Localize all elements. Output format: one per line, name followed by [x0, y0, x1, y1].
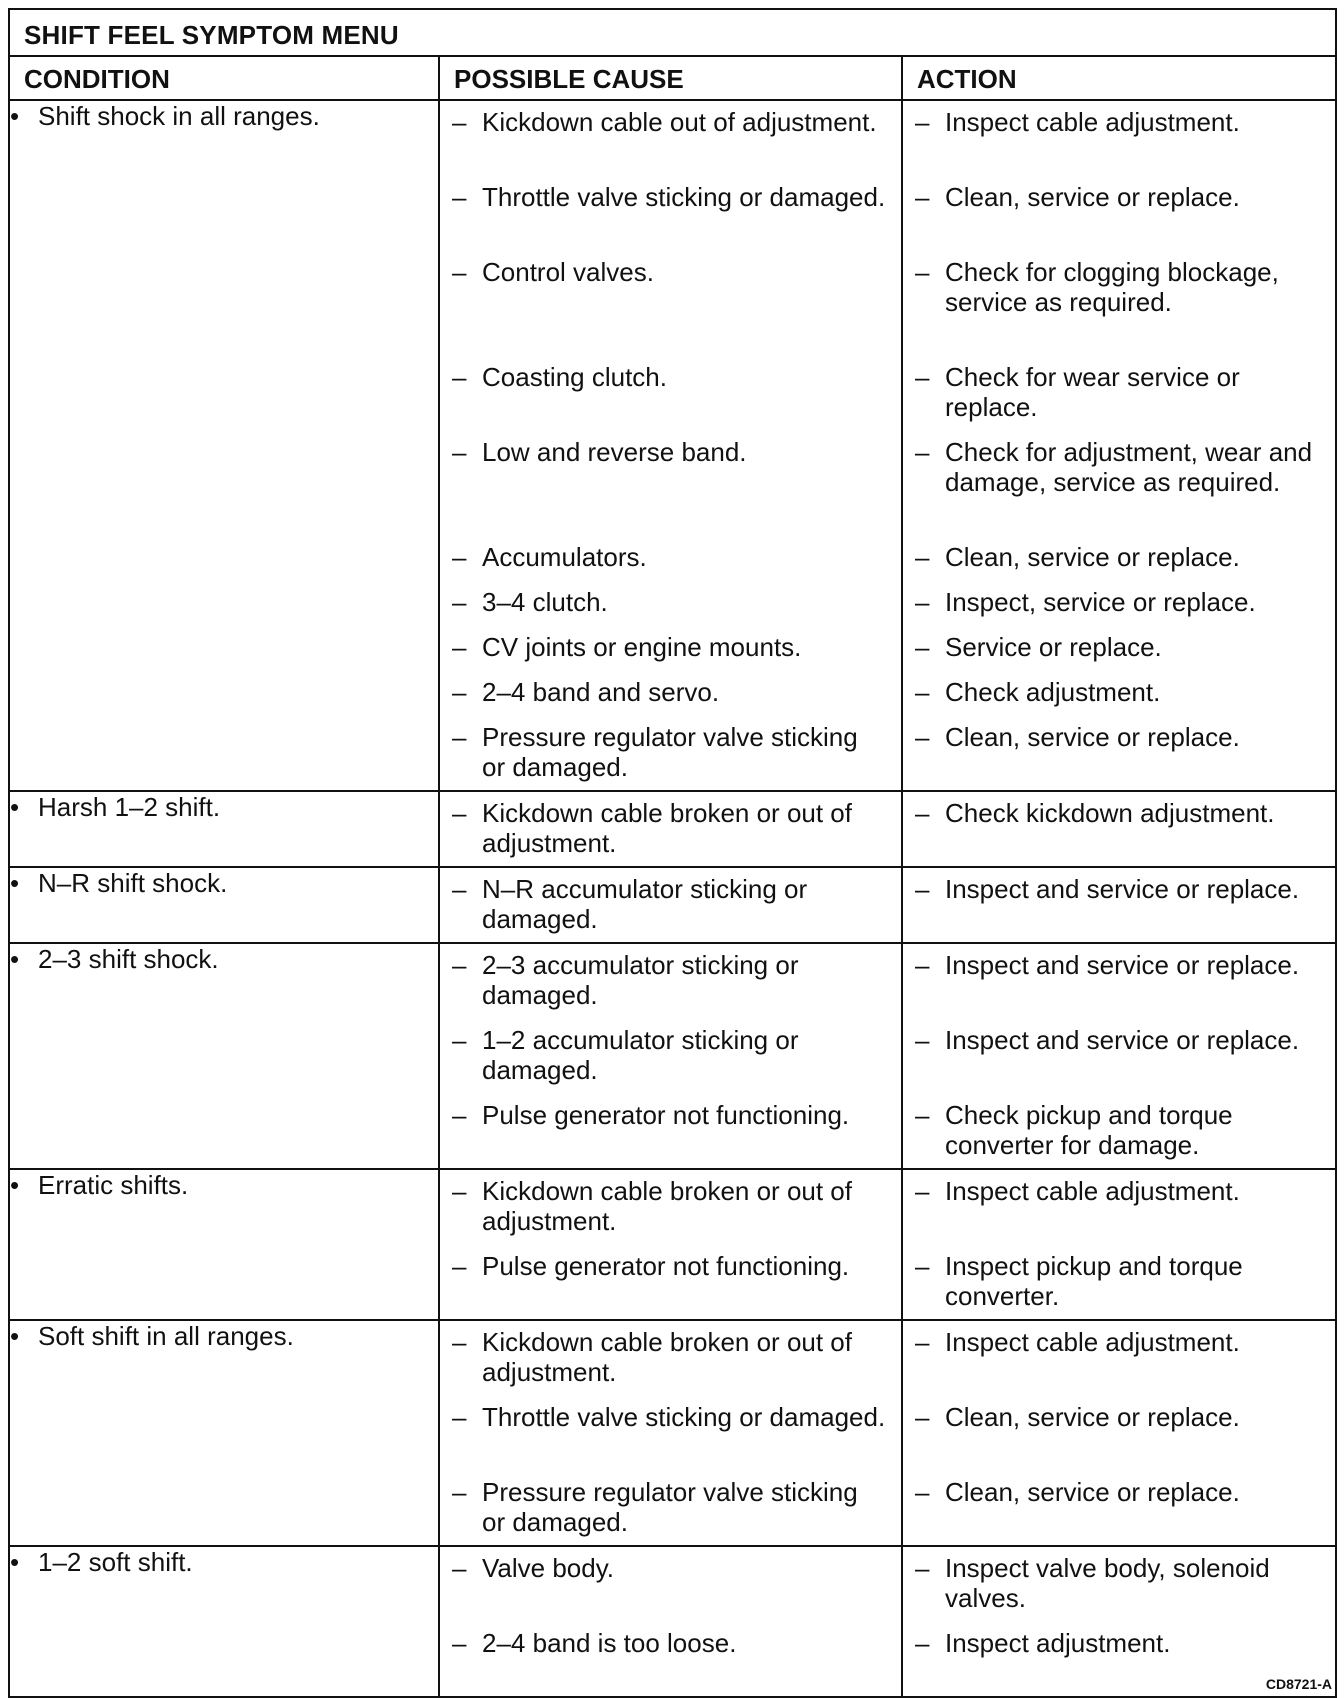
dash-icon: – — [915, 1176, 930, 1206]
cause-item-text: Kickdown cable broken or out of adjustment. — [482, 1327, 852, 1387]
cause-cell — [439, 100, 902, 791]
cause-item-text: Pulse generator not functioning. — [482, 1100, 850, 1130]
cause-item — [452, 874, 887, 934]
dash-icon: – — [452, 798, 467, 828]
action-item — [915, 1477, 1321, 1537]
action-item-text: Inspect cable adjustment. — [945, 1176, 1240, 1206]
action-item-text: Inspect cable adjustment. — [945, 107, 1240, 137]
dash-icon: – — [452, 1628, 467, 1658]
cause-item — [452, 182, 887, 242]
bullet-icon: • — [10, 868, 20, 898]
table-row — [9, 1169, 1336, 1320]
action-cell — [902, 943, 1336, 1169]
action-cell — [902, 791, 1336, 867]
cause-item-text: Coasting clutch. — [482, 362, 667, 392]
cause-item-text: 3–4 clutch. — [482, 587, 608, 617]
action-item — [915, 950, 1321, 1010]
condition-text: N–R shift shock. — [38, 868, 228, 898]
action-cell — [902, 1320, 1336, 1546]
action-item-text: Inspect and service or replace. — [945, 950, 1300, 980]
dash-icon: – — [915, 722, 930, 752]
condition-text: Soft shift in all ranges. — [38, 1321, 294, 1351]
dash-icon: – — [915, 437, 930, 467]
cause-item — [452, 362, 887, 422]
bullet-icon: • — [10, 792, 20, 822]
action-item-text: Inspect cable adjustment. — [945, 1327, 1240, 1357]
dash-icon: – — [452, 1477, 467, 1507]
dash-icon: – — [915, 632, 930, 662]
action-item-text: Clean, service or replace. — [945, 542, 1240, 572]
dash-icon: – — [452, 722, 467, 752]
table-title: SHIFT FEEL SYMPTOM MENU — [9, 9, 1336, 56]
action-item-text: Inspect adjustment. — [945, 1628, 1171, 1658]
dash-icon: – — [452, 1402, 467, 1432]
dash-icon: – — [915, 1553, 930, 1583]
action-item-text: Inspect and service or replace. — [945, 1025, 1300, 1055]
action-item-text: Clean, service or replace. — [945, 1477, 1240, 1507]
action-item-text: Check adjustment. — [945, 677, 1161, 707]
dash-icon: – — [915, 1327, 930, 1357]
cause-item — [452, 1100, 887, 1160]
cause-item-text: CV joints or engine mounts. — [482, 632, 802, 662]
dash-icon: – — [915, 1402, 930, 1432]
action-item-text: Service or replace. — [945, 632, 1162, 662]
action-item — [915, 587, 1321, 617]
action-item-text: Check for wear service or replace. — [945, 362, 1240, 422]
action-item-text: Inspect pickup and torque converter. — [945, 1251, 1243, 1311]
cause-item-text: Low and reverse band. — [482, 437, 747, 467]
action-item-text: Clean, service or replace. — [945, 182, 1240, 212]
dash-icon: – — [452, 632, 467, 662]
dash-icon: – — [915, 874, 930, 904]
table-row — [9, 1546, 1336, 1697]
action-item — [915, 722, 1321, 782]
condition-cell — [9, 1320, 439, 1546]
dash-icon: – — [452, 587, 467, 617]
dash-icon: – — [915, 257, 930, 287]
table-body — [9, 100, 1336, 1697]
dash-icon: – — [915, 1477, 930, 1507]
action-item — [915, 798, 1321, 858]
cause-item — [452, 1477, 887, 1537]
action-item — [915, 362, 1321, 422]
cause-item — [452, 1327, 887, 1387]
table-row — [9, 1320, 1336, 1546]
dash-icon: – — [452, 1251, 467, 1281]
action-item — [915, 1628, 1321, 1688]
bullet-icon: • — [10, 1547, 20, 1577]
condition-text: Harsh 1–2 shift. — [38, 792, 221, 822]
condition-cell — [9, 791, 439, 867]
cause-item-text: Kickdown cable out of adjustment. — [482, 107, 877, 137]
cause-item-text: Pressure regulator valve sticking or damaged. — [482, 722, 858, 782]
cause-item-text: Pulse generator not functioning. — [482, 1251, 850, 1281]
action-item — [915, 542, 1321, 572]
action-cell — [902, 1169, 1336, 1320]
action-cell — [902, 1546, 1336, 1697]
action-cell — [902, 100, 1336, 791]
cause-item — [452, 677, 887, 707]
condition-text: Erratic shifts. — [38, 1170, 189, 1200]
dash-icon: – — [915, 542, 930, 572]
cause-item-text: Pressure regulator valve sticking or damaged. — [482, 1477, 858, 1537]
table-row — [9, 100, 1336, 791]
action-item-text: Check for adjustment, wear and damage, service as required. — [945, 437, 1313, 497]
dash-icon: – — [915, 1100, 930, 1130]
bullet-icon: • — [10, 1321, 20, 1351]
action-item — [915, 677, 1321, 707]
cause-item — [452, 950, 887, 1010]
action-item — [915, 1100, 1321, 1160]
cause-item — [452, 722, 887, 782]
cause-item — [452, 437, 887, 527]
cause-item — [452, 798, 887, 858]
dash-icon: – — [915, 950, 930, 980]
action-item — [915, 1176, 1321, 1236]
action-item-text: Check kickdown adjustment. — [945, 798, 1275, 828]
action-item-text: Clean, service or replace. — [945, 722, 1240, 752]
action-item — [915, 1251, 1321, 1311]
action-item — [915, 182, 1321, 242]
cause-item-text: 2–3 accumulator sticking or damaged. — [482, 950, 799, 1010]
action-item — [915, 632, 1321, 662]
cause-item-text: Accumulators. — [482, 542, 647, 572]
table-row — [9, 943, 1336, 1169]
action-item-text: Check for clogging blockage, service as required. — [945, 257, 1279, 317]
cause-item — [452, 257, 887, 347]
dash-icon: – — [915, 677, 930, 707]
cause-item — [452, 107, 887, 167]
cause-item — [452, 1628, 887, 1688]
symptom-menu-sheet — [8, 8, 1335, 1698]
action-item — [915, 1553, 1321, 1613]
cause-item-text: Kickdown cable broken or out of adjustment. — [482, 798, 852, 858]
condition-cell — [9, 1546, 439, 1697]
cause-item-text: 1–2 accumulator sticking or damaged. — [482, 1025, 799, 1085]
condition-text: 1–2 soft shift. — [38, 1547, 193, 1577]
header-possible-cause: POSSIBLE CAUSE — [439, 56, 902, 100]
cause-item — [452, 1025, 887, 1085]
action-item — [915, 1327, 1321, 1387]
bullet-icon: • — [10, 101, 20, 131]
condition-cell — [9, 867, 439, 943]
cause-cell — [439, 867, 902, 943]
cause-item — [452, 1176, 887, 1236]
dash-icon: – — [915, 182, 930, 212]
dash-icon: – — [915, 107, 930, 137]
dash-icon: – — [915, 1251, 930, 1281]
dash-icon: – — [452, 182, 467, 212]
cause-cell — [439, 943, 902, 1169]
cause-item-text: 2–4 band and servo. — [482, 677, 720, 707]
table-row — [9, 867, 1336, 943]
dash-icon: – — [452, 362, 467, 392]
cause-cell — [439, 791, 902, 867]
cause-item-text: N–R accumulator sticking or damaged. — [482, 874, 808, 934]
dash-icon: – — [452, 257, 467, 287]
dash-icon: – — [452, 1100, 467, 1130]
action-item — [915, 437, 1321, 527]
dash-icon: – — [452, 677, 467, 707]
action-item-text: Inspect valve body, solenoid valves. — [945, 1553, 1270, 1613]
action-item-text: Clean, service or replace. — [945, 1402, 1240, 1432]
cause-item — [452, 632, 887, 662]
dash-icon: – — [452, 542, 467, 572]
cause-item-text: Kickdown cable broken or out of adjustment. — [482, 1176, 852, 1236]
action-cell — [902, 867, 1336, 943]
condition-cell — [9, 943, 439, 1169]
cause-cell — [439, 1320, 902, 1546]
action-item — [915, 1025, 1321, 1085]
action-item — [915, 1402, 1321, 1462]
action-item-text: Inspect, service or replace. — [945, 587, 1256, 617]
header-condition: CONDITION — [9, 56, 439, 100]
condition-text: Shift shock in all ranges. — [38, 101, 320, 131]
dash-icon: – — [915, 362, 930, 392]
dash-icon: – — [915, 1628, 930, 1658]
cause-item — [452, 542, 887, 572]
action-item — [915, 107, 1321, 167]
dash-icon: – — [915, 587, 930, 617]
table-row — [9, 791, 1336, 867]
bullet-icon: • — [10, 944, 20, 974]
cause-item — [452, 587, 887, 617]
cause-item-text: 2–4 band is too loose. — [482, 1628, 737, 1658]
dash-icon: – — [915, 1025, 930, 1055]
dash-icon: – — [452, 1025, 467, 1055]
action-item — [915, 874, 1321, 934]
action-item-text: Check pickup and torque converter for damage. — [945, 1100, 1233, 1160]
figure-reference: CD8721-A — [1265, 1676, 1332, 1692]
symptom-table — [8, 8, 1337, 1698]
dash-icon: – — [452, 107, 467, 137]
cause-item — [452, 1251, 887, 1311]
dash-icon: – — [452, 950, 467, 980]
cause-item-text: Throttle valve sticking or damaged. — [482, 182, 886, 212]
cause-item-text: Control valves. — [482, 257, 654, 287]
header-action: ACTION — [902, 56, 1336, 100]
action-item-text: Inspect and service or replace. — [945, 874, 1300, 904]
cause-item-text: Valve body. — [482, 1553, 615, 1583]
condition-cell — [9, 100, 439, 791]
dash-icon: – — [915, 798, 930, 828]
condition-cell — [9, 1169, 439, 1320]
dash-icon: – — [452, 1553, 467, 1583]
dash-icon: – — [452, 437, 467, 467]
bullet-icon: • — [10, 1170, 20, 1200]
condition-text: 2–3 shift shock. — [38, 944, 219, 974]
dash-icon: – — [452, 874, 467, 904]
action-item — [915, 257, 1321, 347]
dash-icon: – — [452, 1327, 467, 1357]
cause-cell — [439, 1546, 902, 1697]
dash-icon: – — [452, 1176, 467, 1206]
cause-item-text: Throttle valve sticking or damaged. — [482, 1402, 886, 1432]
cause-item — [452, 1402, 887, 1462]
cause-cell — [439, 1169, 902, 1320]
cause-item — [452, 1553, 887, 1613]
